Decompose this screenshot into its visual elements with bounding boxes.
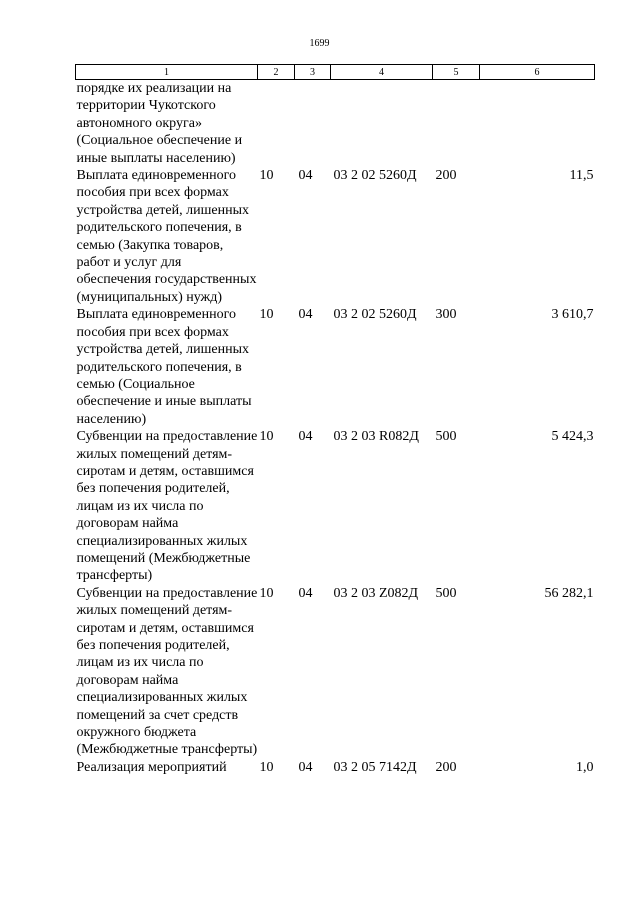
table-row [76,80,595,168]
row-code: 03 2 03 R082Д [333,429,419,445]
row-subsection: 04 [298,585,313,601]
row-category: 500 [435,429,457,445]
row-subsection: 04 [298,429,313,445]
row-section: 10 [259,585,274,601]
row-amount [480,80,595,168]
row-code [331,80,433,168]
column-header: 5 [433,65,480,80]
row-code: 03 2 02 5260Д [333,307,417,323]
column-header: 1 [76,65,258,80]
row-section: 10 [259,759,274,775]
column-header: 2 [258,65,295,80]
row-name: Реализация мероприятий [76,759,227,775]
column-header: 6 [480,65,595,80]
row-amount: 11,5 [569,168,594,184]
table-row [76,428,595,585]
column-header: 4 [331,65,433,80]
table-row [76,759,595,776]
row-subsection: 04 [298,759,313,775]
row-section: 10 [259,307,274,323]
row-amount: 5 424,3 [551,429,594,445]
row-category [433,80,480,168]
row-subsection [295,80,331,168]
row-name: Выплата единовременного пособия при всех формах устройства детей, лишенных родительского попечения, в семью (Закупка товаров, работ и услуг для обеспечения государственных (муниципальных) нужд) [76,168,257,305]
row-subsection: 04 [298,168,313,184]
row-section: 10 [259,168,274,184]
row-subsection: 04 [298,307,313,323]
budget-table [75,64,595,776]
row-code: 03 2 02 5260Д [333,168,417,184]
row-code: 03 2 05 7142Д [333,759,417,775]
row-name: порядке их реализации на территории Чукотского автономного округа» (Социальное обеспечение и иные выплаты населению) [76,81,243,166]
row-category: 300 [435,307,457,323]
row-amount: 56 282,1 [544,585,594,601]
row-name: Субвенции на предоставление жилых помещений детям-сиротам и детям, оставшимся без попечения родителей, лицам из их числа по договорам найма специализированных жилых помещений за счет средств окружного бюджета (Межбюджетные трансферты) [76,585,258,758]
row-section [258,80,295,168]
row-category: 200 [435,168,457,184]
row-section: 10 [259,429,274,445]
row-name: Выплата единовременного пособия при всех формах устройства детей, лишенных родительского попечения, в семью (Социальное обеспечение и иные выплаты населению) [76,307,252,427]
page-number: 1699 [309,38,330,49]
row-amount: 1,0 [576,759,594,775]
table-header-row [76,65,595,80]
row-code: 03 2 03 Z082Д [333,585,419,601]
table-row [76,585,595,759]
column-header: 3 [295,65,331,80]
row-category: 500 [435,585,457,601]
row-name: Субвенции на предоставление жилых помещений детям-сиротам и детям, оставшимся без попечения родителей, лицам из их числа по договорам найма специализированных жилых помещений (Межбюджетные трансферты) [76,429,258,584]
row-amount: 3 610,7 [551,307,594,323]
row-category: 200 [435,759,457,775]
table-row [76,306,595,428]
table-row [76,167,595,306]
